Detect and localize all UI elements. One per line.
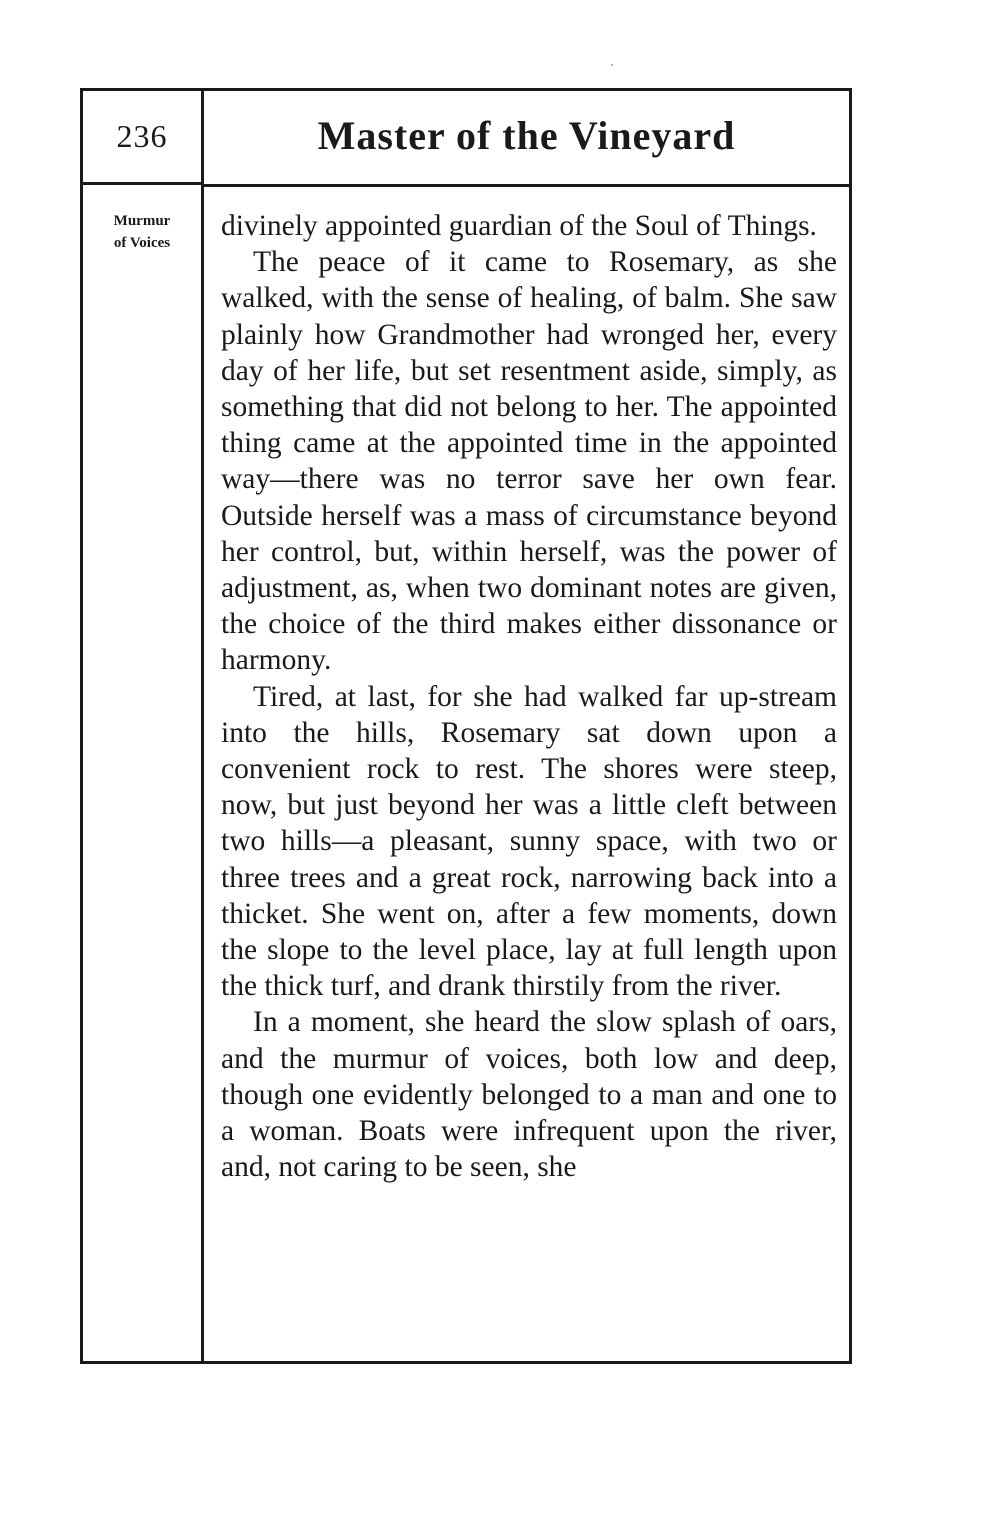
margin-side-note (86, 210, 198, 254)
side-note-line-1: Murmur (113, 213, 171, 229)
paragraph: Tired, at last, for she had walked far up-stream into the hills, Rosemary sat down upon a convenient rock to rest. The shores were steep, now, but just beyond her was a little cleft between two hills—a pleasant, sunny space, with two or three trees and a great rock, narrowing back into a thicket. She went on, after a few moments, down the slope to the level place, lay at full length upon the thick turf, and drank thirstily from the river. (221, 680, 837, 1003)
margin-column-divider (201, 91, 204, 1361)
running-title: Master of the Vineyard (317, 113, 736, 158)
page-number: 236 (116, 118, 168, 154)
paragraph-continued: divinely appointed guardian of the Soul of Things. (221, 210, 817, 242)
paragraph: The peace of it came to Rosemary, as she walked, with the sense of healing, of balm. She saw plainly how Grandmother had wronged her, every day of her life, but set resentment aside, simply, as something that did not belong to her. The appointed thing came at the appointed time in the appointed way—there was no terror save her own fear. Outside herself was a mass of circumstance beyond her control, but, within herself, was the power of adjustment, as, when two dominant notes are given, the choice of the third makes either dissonance or harmony. (221, 246, 837, 677)
header-divider-left (83, 182, 201, 185)
body-text (221, 208, 837, 1185)
side-note-line-2: of Voices (113, 235, 171, 251)
scan-speck (611, 64, 613, 66)
paragraph: In a moment, she heard the slow splash of oars, and the murmur of voices, both low and deep, though one evidently belonged to a man and one to a woman. Boats were infrequent upon the river, and, not caring to be seen, she (221, 1006, 837, 1184)
header-divider-right (204, 184, 849, 187)
